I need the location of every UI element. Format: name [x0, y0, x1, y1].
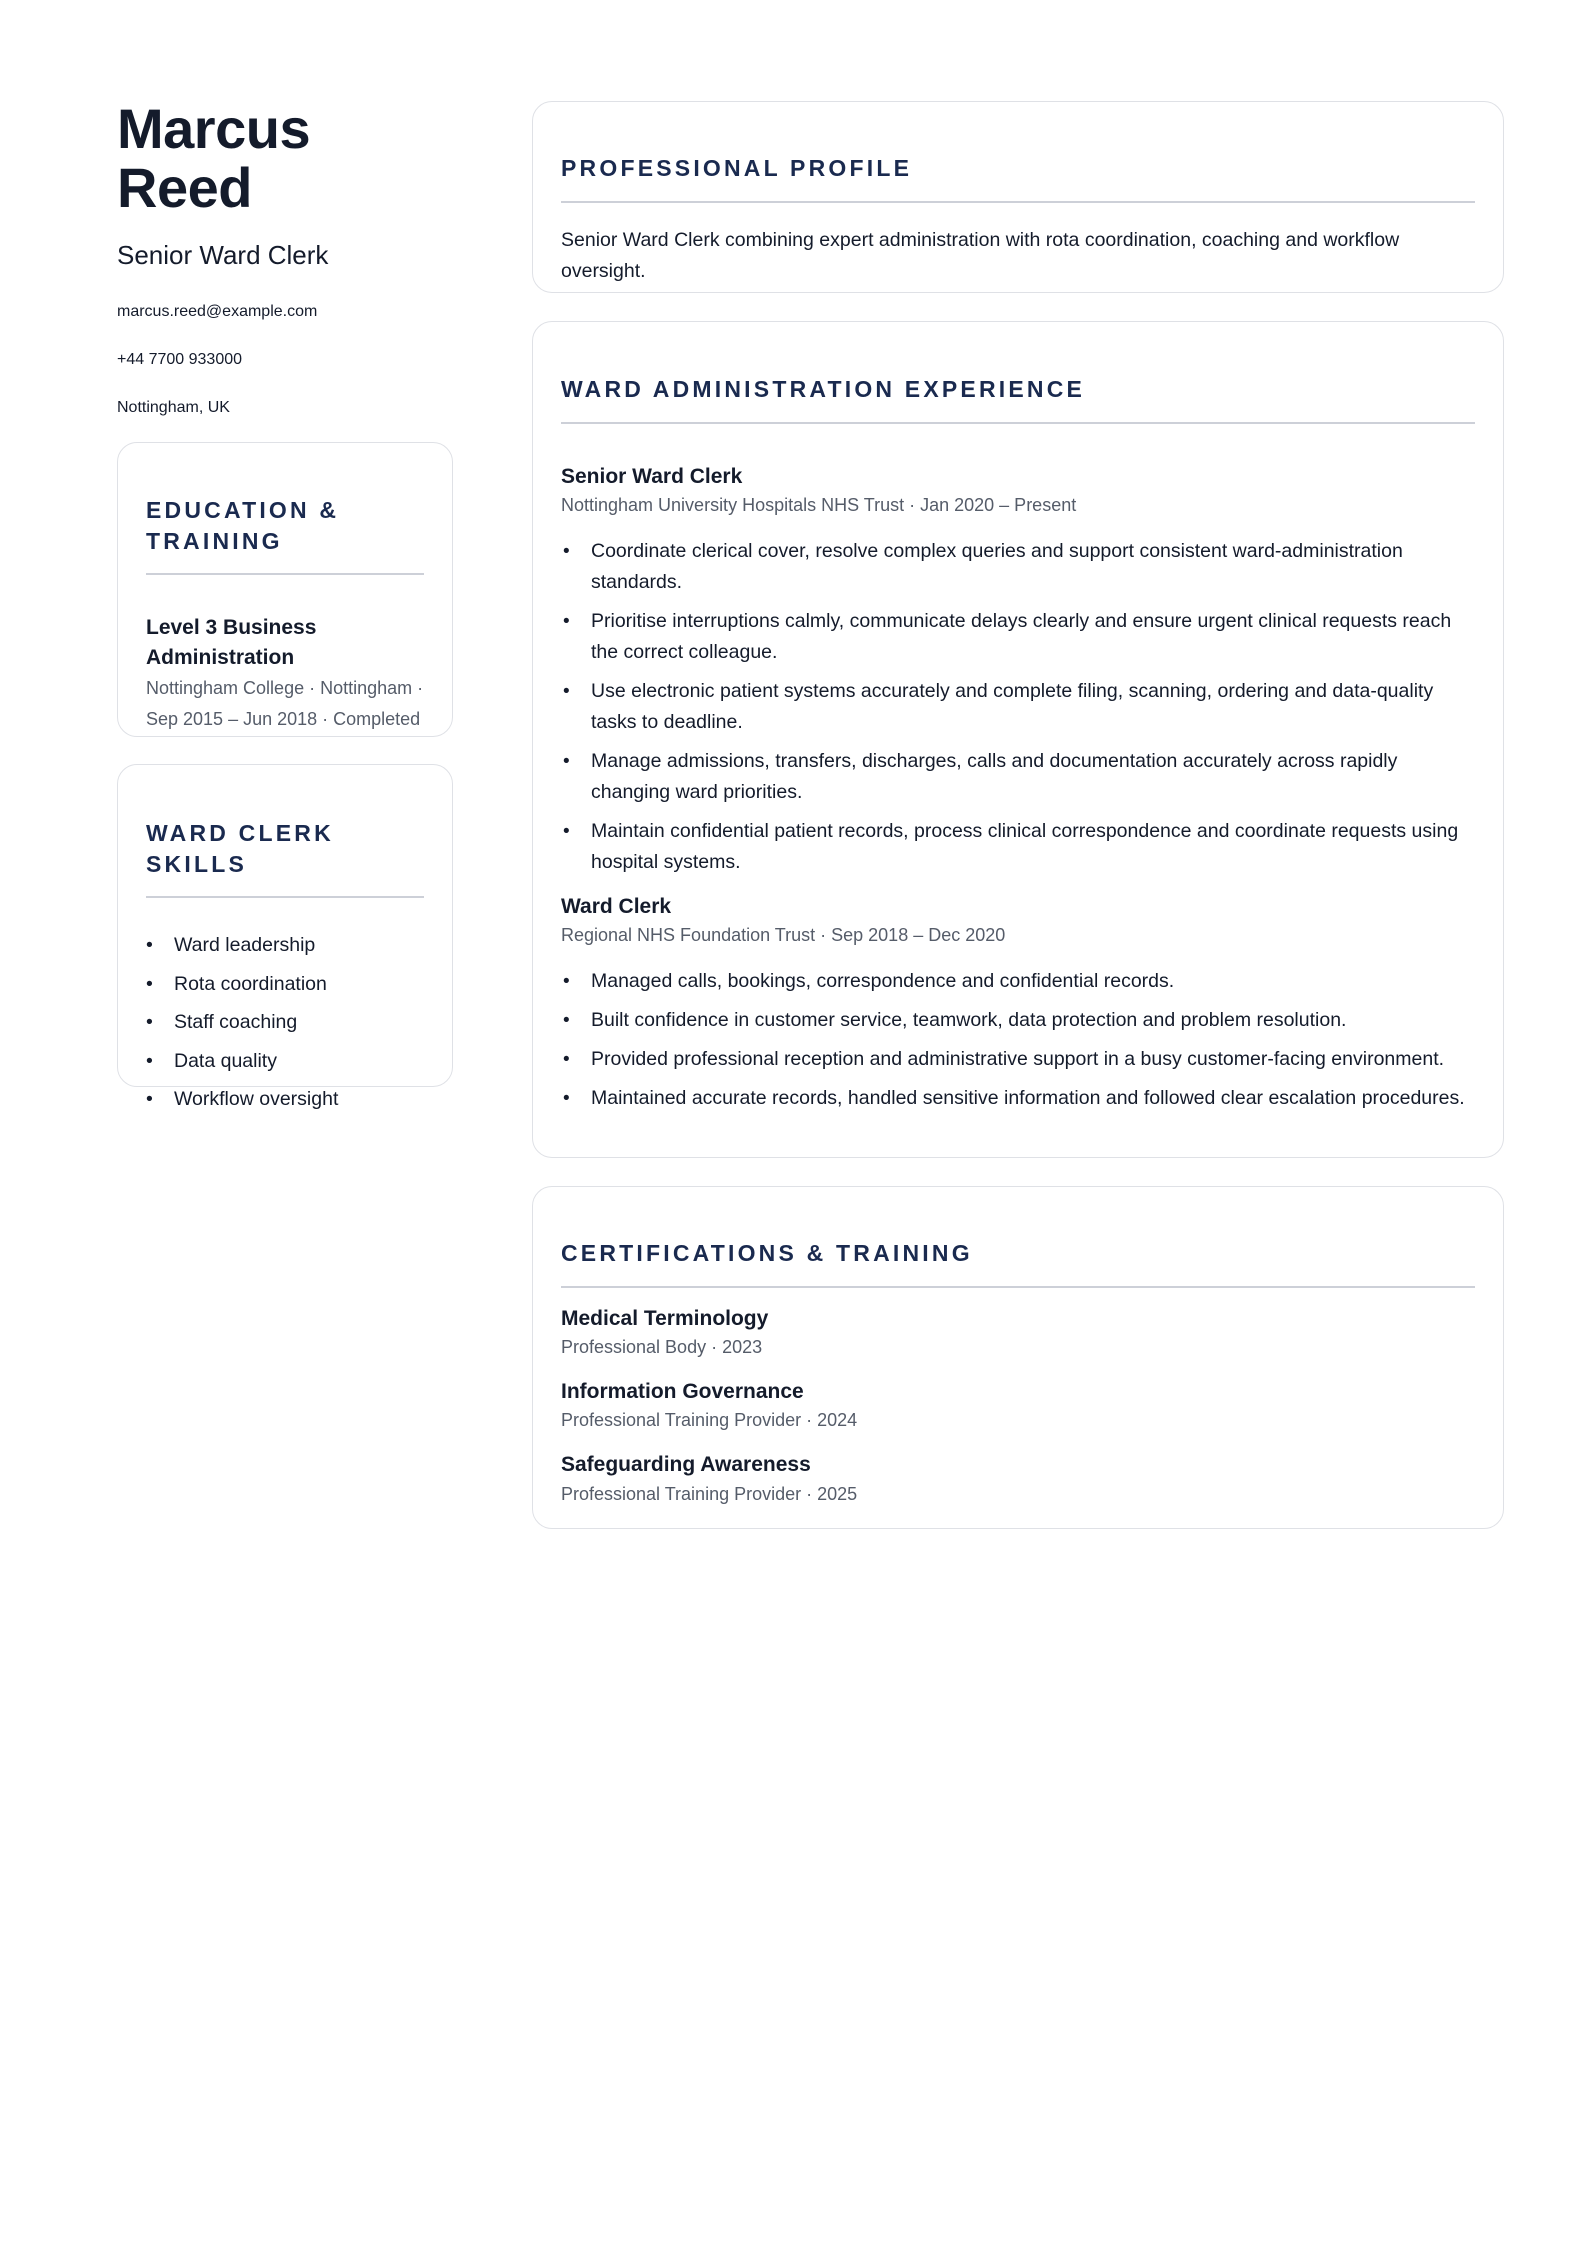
certifications-section — [532, 1186, 1504, 1529]
profile-section — [532, 101, 1504, 293]
candidate-role: Senior Ward Clerk — [117, 239, 329, 270]
education-section — [117, 442, 453, 737]
section-divider — [146, 573, 424, 575]
job-entry — [561, 462, 1475, 878]
list-item: • Data quality — [146, 1042, 424, 1081]
section-divider — [561, 1286, 1475, 1288]
certification-name: Safeguarding Awareness — [561, 1453, 811, 1477]
education-item — [146, 613, 424, 735]
job-meta: Nottingham University Hospitals NHS Trust · Jan 2020 – Present — [561, 494, 1077, 515]
list-item: • Rota coordination — [146, 965, 424, 1004]
job-entry — [561, 892, 1475, 1114]
section-divider — [561, 422, 1475, 424]
profile-heading: PROFESSIONAL PROFILE — [561, 155, 913, 181]
location: Nottingham, UK — [117, 398, 230, 416]
list-item: • Maintained accurate records, handled sensitive information and followed clear escalation procedures. — [561, 1083, 1475, 1114]
certification-name: Information Governance — [561, 1379, 804, 1403]
certification-name: Medical Terminology — [561, 1306, 769, 1330]
list-item: • Maintain confidential patient records, process clinical correspondence and coordinate requests using hospital systems. — [561, 816, 1475, 878]
list-item: • Coordinate clerical cover, resolve complex queries and support consistent ward-administration standards. — [561, 536, 1475, 598]
certification-meta: Professional Training Provider · 2024 — [561, 1410, 858, 1431]
certification-item — [561, 1450, 1475, 1507]
header — [117, 97, 453, 417]
phone-number: +44 7700 933000 — [117, 350, 243, 368]
job-title: Ward Clerk — [561, 894, 672, 918]
list-item: • Provided professional reception and administrative support in a busy customer-facing environment. — [561, 1044, 1475, 1075]
skills-section — [117, 764, 453, 1111]
job-bullets — [561, 536, 1475, 878]
experience-heading: WARD ADMINISTRATION EXPERIENCE — [561, 376, 1086, 402]
list-item: • Workflow oversight — [146, 1080, 424, 1119]
skills-heading: WARD CLERK SKILLS — [146, 820, 334, 877]
qualification-title: Level 3 Business Administration — [146, 616, 317, 670]
qualification-meta: Nottingham College · Nottingham · Sep 2015 – Jun 2018 · Completed — [146, 678, 424, 730]
certifications-heading: CERTIFICATIONS & TRAINING — [561, 1240, 973, 1266]
list-item: • Staff coaching — [146, 1003, 424, 1042]
skills-list — [146, 926, 424, 1119]
education-heading: EDUCATION & TRAINING — [146, 497, 340, 554]
experience-section — [532, 321, 1504, 1158]
profile-summary: Senior Ward Clerk combining expert administration with rota coordination, coaching and workflow oversight. — [561, 228, 1400, 282]
list-item: • Manage admissions, transfers, discharges, calls and documentation accurately across rapidly changing ward priorities. — [561, 746, 1475, 808]
certification-item — [561, 1304, 1475, 1361]
job-bullets — [561, 966, 1475, 1114]
section-divider — [146, 896, 424, 898]
certification-meta: Professional Body · 2023 — [561, 1336, 763, 1357]
email-link[interactable]: marcus.reed@example.com — [117, 302, 318, 320]
candidate-name: Marcus Reed — [117, 97, 311, 219]
job-title: Senior Ward Clerk — [561, 464, 743, 488]
certification-item — [561, 1377, 1475, 1434]
job-meta: Regional NHS Foundation Trust · Sep 2018 – Dec 2020 — [561, 925, 1006, 946]
list-item: • Use electronic patient systems accurately and complete filing, scanning, ordering and data-quality tasks to deadline. — [561, 676, 1475, 738]
list-item: • Prioritise interruptions calmly, communicate delays clearly and ensure urgent clinical requests reach the correct colleague. — [561, 606, 1475, 668]
list-item: • Ward leadership — [146, 926, 424, 965]
section-divider — [561, 201, 1475, 203]
certification-meta: Professional Training Provider · 2025 — [561, 1483, 858, 1504]
list-item: • Built confidence in customer service, teamwork, data protection and problem resolution. — [561, 1005, 1475, 1036]
list-item: • Managed calls, bookings, correspondence and confidential records. — [561, 966, 1475, 997]
